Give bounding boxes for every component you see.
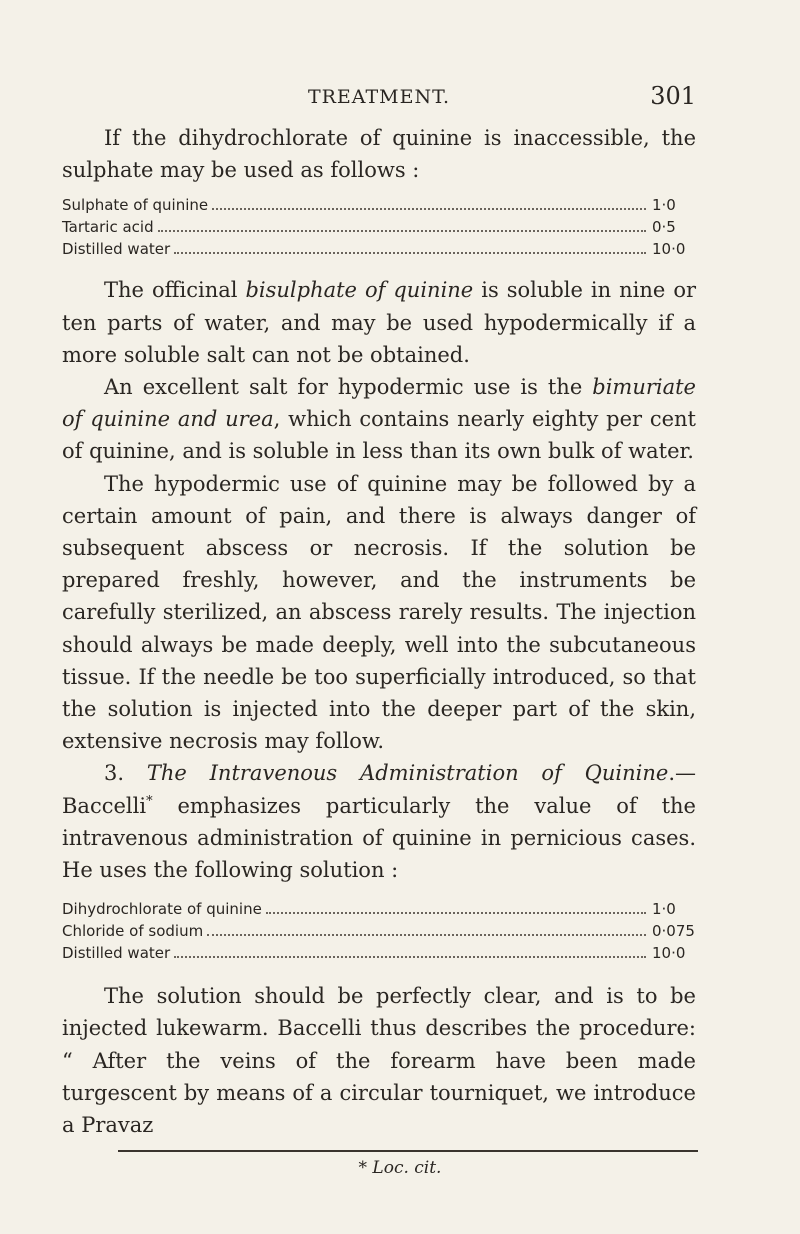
- ingredient-name: Dihydrochlorate of quinine: [62, 900, 262, 919]
- ingredient-name: Tartaric acid: [62, 218, 154, 237]
- section-title: The Intravenous Administration of Quinine: [146, 761, 669, 786]
- paragraph-intravenous: [62, 757, 696, 886]
- recipe-row: [62, 196, 696, 218]
- text-run: is soluble in nine or ten parts of water, and may be used hypodermically if a more soluble salt can not be obtained.: [62, 278, 697, 367]
- paragraph-hypodermic-risks: The hypodermic use of quinine may be followed by a certain amount of pain, and there is always danger of subsequent abscess or necrosis. If the solution be prepared freshly, however, and the instruments be carefully sterilized, an abscess rarely results. The injection should always be made deeply, well into the subcutaneous tissue. If the needle be too superficially introduced, so that the solution is injected into the deeper part of the skin, extensive necrosis may follow.: [62, 471, 696, 754]
- ingredient-name: Sulphate of quinine: [62, 196, 209, 215]
- paragraph-sulphate-intro: If the dihydrochlorate of quinine is inaccessible, the sulphate may be used as follows :: [62, 126, 696, 183]
- recipe-row: [62, 922, 696, 944]
- body-text: [62, 122, 696, 1141]
- dot-leader: [174, 956, 646, 958]
- page-number: 301: [650, 82, 696, 110]
- recipe-row: [62, 240, 696, 262]
- ingredient-quantity: 0·5: [652, 218, 676, 237]
- ingredient-name: Distilled water: [62, 240, 171, 259]
- ingredient-quantity: 1·0: [652, 196, 676, 215]
- ingredient-name: Distilled water: [62, 944, 171, 963]
- text-run: emphasizes particularly the value of the intravenous administration of quinine in pernicious cases. He uses the following solution :: [62, 793, 696, 883]
- footnote: * Loc. cit.: [358, 1158, 442, 1178]
- recipe-row: [62, 944, 696, 966]
- ingredient-quantity: 10·0: [652, 944, 686, 963]
- paragraph-bimuriate: [62, 371, 696, 468]
- dot-leader: [266, 912, 646, 914]
- ingredient-quantity: 10·0: [652, 240, 686, 259]
- emphasis: bisulphate of quinine: [245, 278, 474, 303]
- recipe-row: [62, 900, 696, 922]
- paragraph-procedure: The solution should be perfectly clear, and is to be injected lukewarm. Baccelli thus describes the procedure: “ After the veins of the forearm have been made turgescent by means of a circular tourniquet, we introduce a Pravaz: [62, 984, 696, 1138]
- paragraph-bisulphate: [62, 274, 696, 371]
- dot-leader: [158, 230, 646, 232]
- dot-leader: [212, 208, 646, 210]
- recipe-intravenous: [62, 900, 696, 966]
- section-number: 3.: [104, 761, 147, 786]
- dot-leader: [207, 934, 646, 936]
- ingredient-name: Chloride of sodium: [62, 922, 204, 941]
- ingredient-quantity: 1·0: [652, 900, 676, 919]
- ingredient-quantity: 0·075: [652, 922, 695, 941]
- recipe-row: [62, 218, 696, 240]
- footnote-divider: [118, 1150, 698, 1152]
- page-header: [62, 82, 696, 114]
- footnote-marker: *: [146, 793, 153, 809]
- recipe-sulphate: [62, 196, 696, 262]
- text-run: , which contains nearly eighty per cent of quinine, and is soluble in less than its own bulk of water.: [62, 407, 696, 464]
- text-run: An excellent salt for hypodermic use is the: [104, 375, 593, 400]
- emphasis: bimuriate of quinine and urea: [62, 375, 696, 432]
- dot-leader: [174, 252, 646, 254]
- text-run: .—Baccelli: [62, 761, 696, 818]
- running-head: TREATMENT.: [307, 86, 451, 108]
- text-run: The officinal: [104, 278, 246, 303]
